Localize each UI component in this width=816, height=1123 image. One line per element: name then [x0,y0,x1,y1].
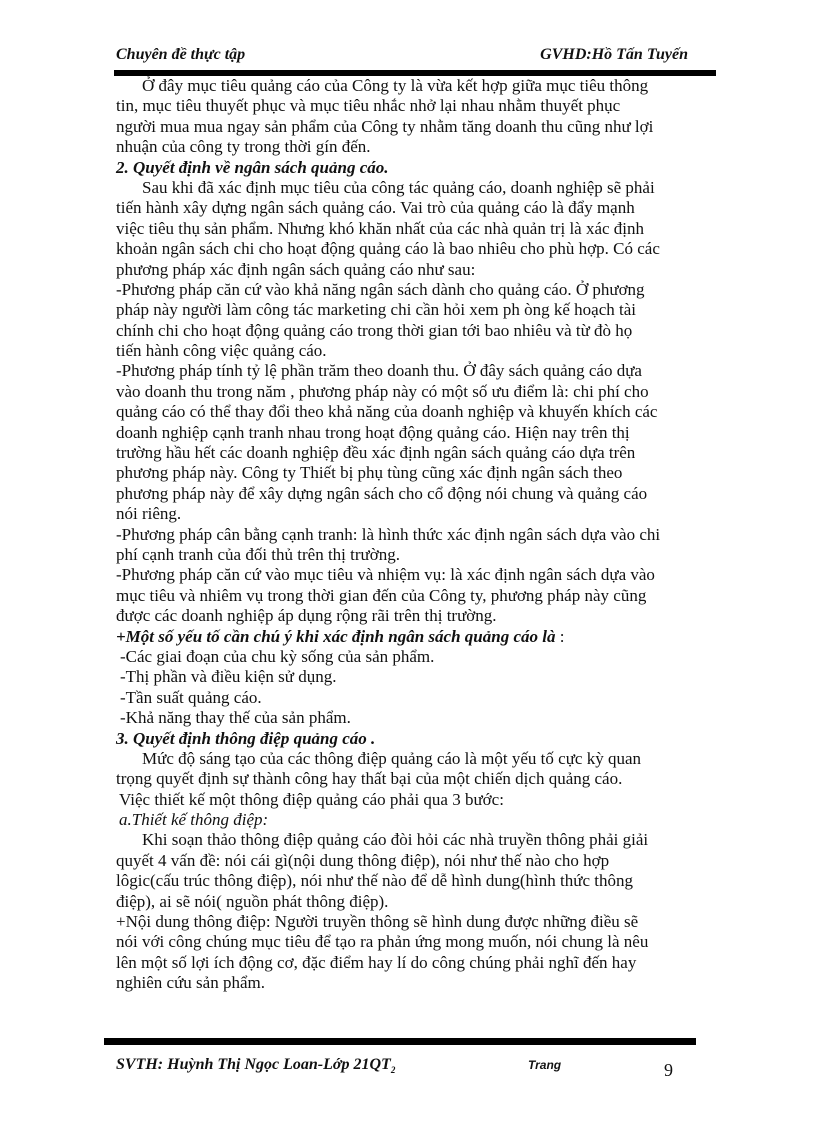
line-text: -Khả năng thay thế của sản phẩm. [120,708,351,728]
section-heading-text: +Một số yếu tố cần chú ý khi xác định ngân sách quảng cáo là [116,626,556,646]
line-text: -Thị phần và điều kiện sử dụng. [120,667,337,687]
text-line [116,239,726,259]
line-text: Mức độ sáng tạo của các thông điệp quảng cáo là một yếu tố cực kỳ quan [142,748,641,768]
text-line [116,402,726,422]
text-line [116,647,726,667]
text-line [116,749,726,769]
line-text: -Phương pháp cân bằng cạnh tranh: là hình thức xác định ngân sách dựa vào chi [116,524,661,544]
line-text: -Phương pháp căn cứ vào mục tiêu và nhiệm vụ: là xác định ngân sách dựa vào [116,565,655,585]
line-text: khoản ngân sách chi cho hoạt động quảng cáo là bao nhiêu cho phù hợp. Có các [116,239,660,259]
text-line [116,137,726,157]
line-text: -Phương pháp tính tỷ lệ phần trăm theo doanh thu. Ở đây sách quảng cáo dựa [116,361,642,381]
line-text: +Nội dung thông điệp: Người truyền thông sẽ hình dung được những điều sẽ [116,912,639,932]
line-text: quảng cáo có thể thay đổi theo khả năng của doanh nghiệp và khuyến khích các [116,402,658,422]
text-line [116,627,726,647]
page-number: 9 [664,1060,673,1080]
line-text: được các doanh nghiệp áp dụng rộng rãi trên thị trường. [116,606,497,626]
text-line [116,708,726,728]
line-text: chính chi cho hoạt động quảng cáo trong thời gian tới bao nhiêu và từ đò họ [116,320,633,340]
header-title: Chuyên đề thực tập [116,46,246,63]
text-line [116,361,726,381]
footer-author [116,1056,395,1075]
line-text: nhuận của công ty trong thời gín đến. [116,137,371,157]
line-text: trường hầu hết các doanh nghiệp đều xác định ngân sách quảng cáo dựa trên [116,443,636,463]
text-line [116,790,726,810]
line-text: : [555,626,565,646]
text-line [116,96,726,116]
text-line [116,810,726,830]
line-text: phương pháp này để xây dựng ngân sách cho cổ động nói chung và quảng cáo [116,483,648,503]
document-body [116,76,726,994]
line-text: pháp này người làm công tác marketing chi cần hỏi xem ph òng kế hoạch tài [116,300,637,320]
footer-divider [104,1038,696,1045]
text-line [116,423,726,443]
text-line [116,504,726,524]
text-line [116,973,726,993]
text-line [116,178,726,198]
line-text: việc tiêu thụ sản phẩm. Nhưng khó khăn nhất của các nhà quản trị là xác định [116,218,645,238]
line-text: nói riêng. [116,504,182,524]
line-text: Ở đây mục tiêu quảng cáo của Công ty là vừa kết hợp giữa mục tiêu thông [142,76,649,95]
line-text: Sau khi đã xác định mục tiêu của công tác quảng cáo, doanh nghiệp sẽ phải [142,177,655,197]
text-line [116,219,726,239]
text-line [116,525,726,545]
section-heading-text: 2. Quyết định về ngân sách quảng cáo. [116,157,389,177]
section-heading-text: 3. Quyết định thông điệp quảng cáo . [116,728,376,748]
line-text: -Phương pháp căn cứ vào khả năng ngân sách dành cho quảng cáo. Ở phương [116,279,645,299]
text-line [116,871,726,891]
text-line [116,198,726,218]
text-line [116,280,726,300]
line-text: lôgic(cấu trúc thông điệp), nói như thế nào để dễ hình dung(hình thức thông [116,871,633,891]
text-line [116,484,726,504]
line-text: điệp), ai sẽ nói( nguồn phát thông điệp). [116,891,389,911]
line-text: lên một số lợi ích động cơ, đặc điểm hay lí do công chúng phải nghĩ đến hay [116,952,637,972]
text-line [116,932,726,952]
line-text: nói với công chúng mục tiêu để tạo ra phản ứng mong muốn, nói chung là nêu [116,932,649,952]
line-text: -Các giai đoạn của chu kỳ sống của sản phẩm. [120,646,435,666]
text-line [116,565,726,585]
text-line [116,321,726,341]
text-line [116,912,726,932]
text-line [116,300,726,320]
line-text: a.Thiết kế thông điệp: [119,810,269,830]
line-text: quyết 4 vấn đề: nói cái gì(nội dung thông điệp), nói như thế nào cho hợp [116,850,610,870]
text-line [116,667,726,687]
text-line [116,606,726,626]
text-line [116,953,726,973]
line-text: mục tiêu và nhiêm vụ trong thời gian đến của Công ty, phương pháp này cũng [116,585,647,605]
line-text: -Tần suất quảng cáo. [120,687,262,707]
text-line [116,341,726,361]
line-text: Khi soạn thảo thông điệp quảng cáo đòi hỏi các nhà truyền thông phải giải [142,830,649,850]
text-line [116,545,726,565]
text-line [116,892,726,912]
footer-author-text: SVTH: Huỳnh Thị Ngọc Loan-Lớp 21QT [116,1056,391,1073]
footer-page-label: Trang [528,1058,562,1072]
line-text: tin, mục tiêu thuyết phục và mục tiêu nhắc nhở lại nhau nhằm thuyết phục [116,96,621,116]
text-line [116,729,726,749]
line-text: phí cạnh tranh của đối thủ trên thị trường. [116,544,400,564]
line-text: tiến hành xây dựng ngân sách quảng cáo. Vai trò của quảng cáo là đẩy mạnh [116,198,635,218]
text-line [116,117,726,137]
text-line [116,830,726,850]
line-text: nghiên cứu sản phẩm. [116,973,265,993]
text-line [116,443,726,463]
text-line [116,382,726,402]
text-line [116,260,726,280]
line-text: vào doanh thu trong năm , phương pháp này có một số ưu điểm là: chi phí cho [116,381,649,401]
footer-subscript: 2 [390,1065,396,1076]
line-text: phương pháp này. Công ty Thiết bị phụ tùng cũng xác định ngân sách theo [116,463,623,483]
header-advisor: GVHD:Hồ Tấn Tuyến [540,46,688,63]
text-line [116,463,726,483]
text-line [116,769,726,789]
text-line [116,158,726,178]
line-text: doanh nghiệp cạnh tranh nhau trong hoạt động quảng cáo. Hiện nay trên thị [116,422,630,442]
line-text: Việc thiết kế một thông điệp quảng cáo phải qua 3 bước: [119,789,504,809]
line-text: tiến hành công việc quảng cáo. [116,341,327,361]
line-text: người mua mua ngay sản phẩm của Công ty nhằm tăng doanh thu cũng như lợi [116,116,654,136]
line-text: phương pháp xác định ngân sách quảng cáo như sau: [116,259,476,279]
line-text: trọng quyết định sự thành công hay thất bại của một chiến dịch quảng cáo. [116,769,623,789]
text-line [116,586,726,606]
text-line [116,851,726,871]
text-line [116,76,726,96]
text-line [116,688,726,708]
